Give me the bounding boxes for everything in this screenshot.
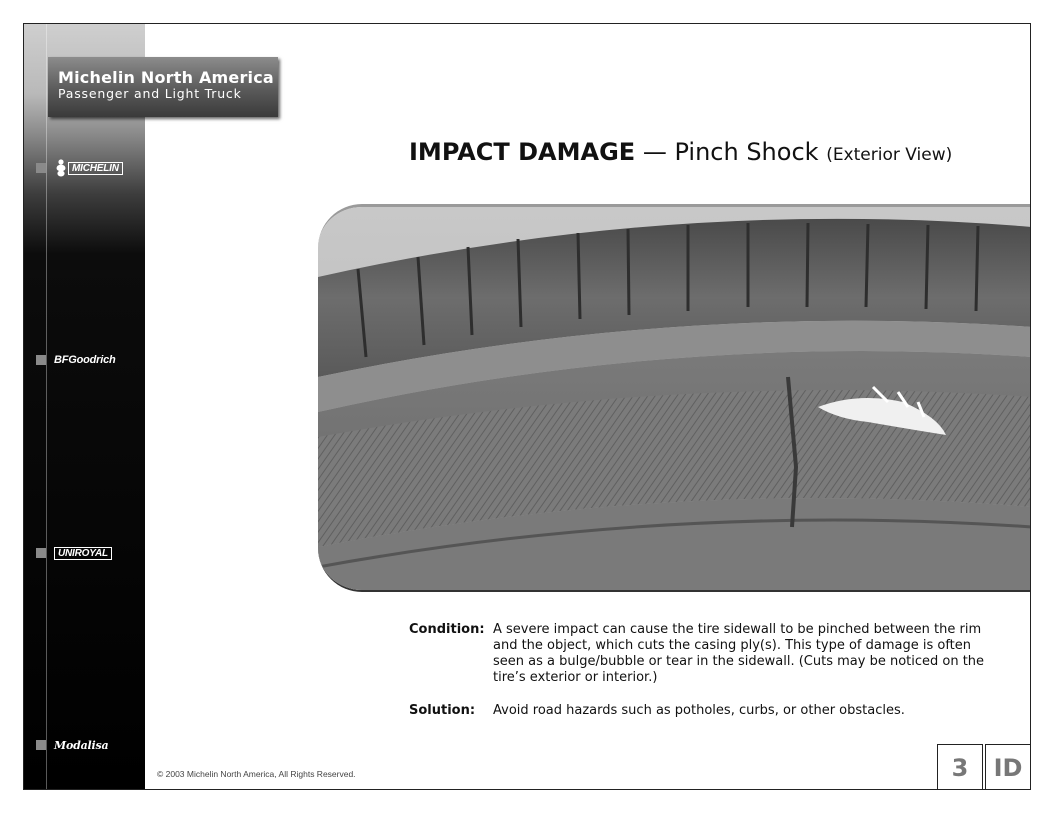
- tire-photo-image: [318, 207, 1031, 590]
- bullet-square-icon: [36, 740, 46, 750]
- bullet-square-icon: [36, 548, 46, 558]
- condition-row: [409, 622, 994, 686]
- title-dash: —: [642, 138, 667, 166]
- page-title: [409, 138, 952, 166]
- page: [23, 23, 1031, 790]
- brand-uniroyal-label: UNIROYAL: [54, 547, 112, 560]
- tire-photo: [318, 204, 1031, 592]
- section-code: ID: [985, 744, 1031, 790]
- brand-uniroyal: [36, 545, 112, 561]
- company-name: Michelin North America: [58, 68, 274, 87]
- bibendum-icon: [54, 159, 68, 177]
- solution-text: Avoid road hazards such as potholes, curbs, or other obstacles.: [493, 703, 905, 718]
- bullet-square-icon: [36, 355, 46, 365]
- sidebar: [24, 24, 145, 789]
- condition-label: Condition:: [409, 622, 485, 637]
- company-header: [48, 57, 278, 117]
- title-sub: Pinch Shock: [674, 138, 819, 166]
- copyright: © 2003 Michelin North America, All Rights Reserved.: [157, 769, 356, 779]
- brand-modalisa: [36, 737, 108, 753]
- condition-text: A severe impact can cause the tire sidewall to be pinched between the rim and the object, which cuts the casing ply(s). This type of damage is often seen as a bulge/bubble or tear in the sidewall. (Cuts may be noticed on the tire’s exterior or interior.): [493, 622, 985, 685]
- brand-michelin: [36, 160, 123, 176]
- solution-label: Solution:: [409, 703, 476, 718]
- brand-michelin-label: MICHELIN: [68, 162, 123, 175]
- brand-modalisa-label: Modalisa: [54, 738, 109, 752]
- page-number: 3: [937, 744, 983, 790]
- description: [409, 622, 994, 719]
- solution-row: [409, 703, 994, 719]
- title-main: IMPACT DAMAGE: [409, 138, 636, 166]
- division-name: Passenger and Light Truck: [58, 86, 242, 101]
- brand-bfgoodrich-label: BFGoodrich: [54, 354, 116, 366]
- brand-bfgoodrich: [36, 352, 116, 368]
- sidebar-divider: [46, 24, 47, 789]
- title-note: (Exterior View): [826, 145, 953, 165]
- bullet-square-icon: [36, 163, 46, 173]
